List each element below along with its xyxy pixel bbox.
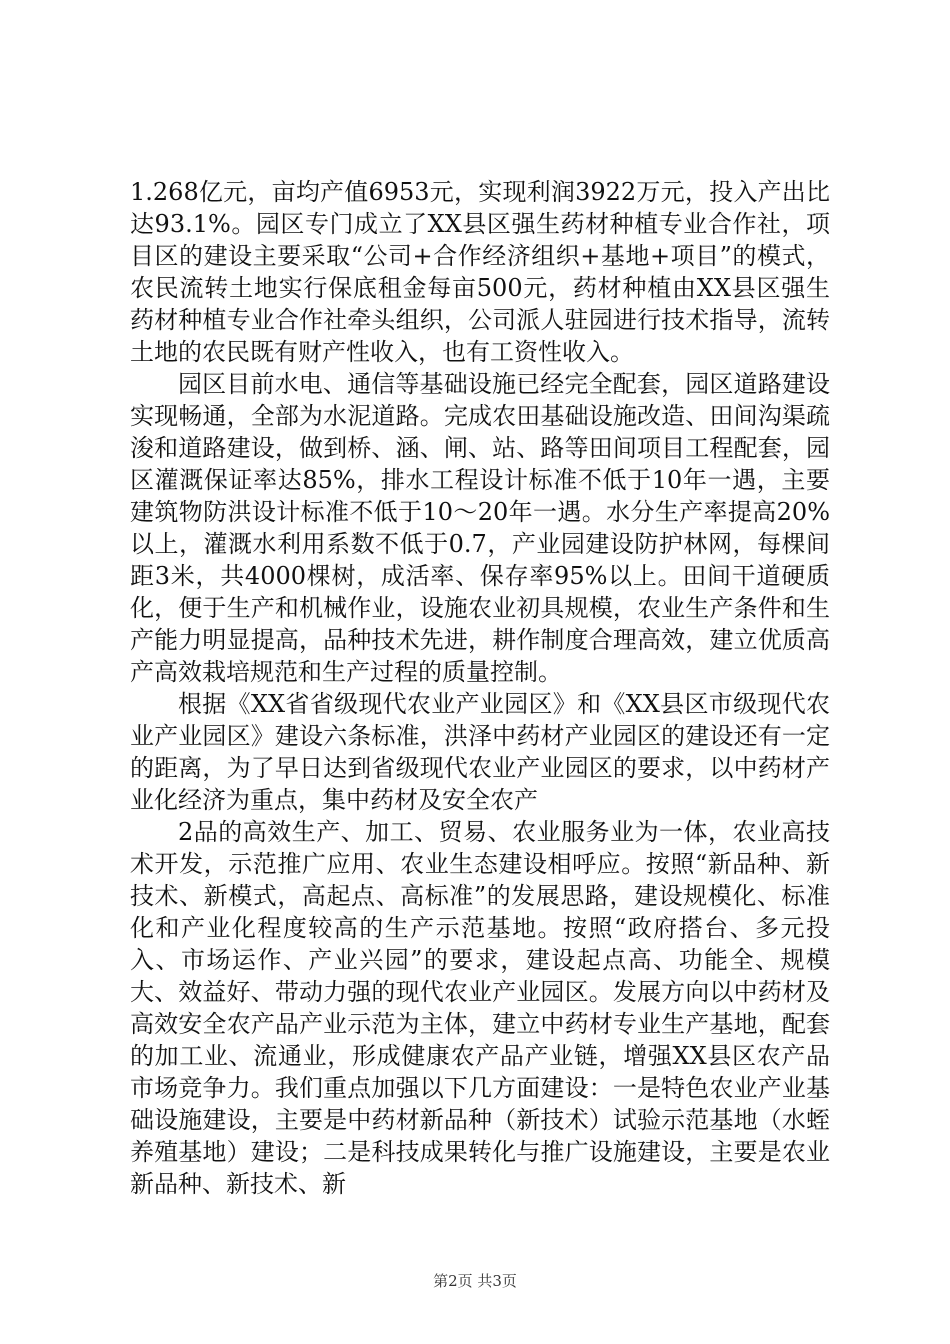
paragraph-development: 2品的高效生产、加工、贸易、农业服务业为一体，农业高技术开发，示范推广应用、农业生态建设相呼应。按照“新品种、新技术、新模式，高起点、高标准”的发展思路，建设规模化、标准化和产业化程度较高的生产示范基地。按照“政府搭台、多元投入、市场运作、产业兴园”的要求，建设起点高、功能全、规模大、效益好、带动力强的现代农业产业园区。发展方向以中药材及高效安全农产品产业示范为主体，建立中药材专业生产基地，配套的加工业、流通业，形成健康农产品产业链，增强XX县区农产品市场竞争力。我们重点加强以下几方面建设：一是特色农业产业基础设施建设，主要是中药材新品种（新技术）试验示范基地（水蛭养殖基地）建设；二是科技成果转化与推广设施建设，主要是农业新品种、新技术、新 (130, 818, 830, 1198)
paragraph-continued: 1.268亿元，亩均产值6953元，实现利润3922万元，投入产出比达93.1%。园区专门成立了XX县区强生药材种植专业合作社，项目区的建设主要采取“公司+合作经济组织+基地+项目”的模式，农民流转土地实行保底租金每亩500元，药材种植由XX县区强生药材种植专业合作社牵头组织，公司派人驻园进行技术指导，流转土地的农民既有财产性收入，也有工资性收入。 (130, 178, 830, 366)
page-footer: 第2页 共3页 (433, 1272, 517, 1290)
paragraph-infrastructure: 园区目前水电、通信等基础设施已经完全配套，园区道路建设实现畅通，全部为水泥道路。完成农田基础设施改造、田间沟渠疏浚和道路建设，做到桥、涵、闸、站、路等田间项目工程配套，园区灌溉保证率达85%，排水工程设计标准不低于10年一遇，主要建筑物防洪设计标准不低于10～20年一遇。水分生产率提高20%以上，灌溉水利用系数不低于0.7，产业园建设防护林网，每棵间距3米，共4000棵树，成活率、保存率95%以上。田间干道硬质化，便于生产和机械作业，设施农业初具规模，农业生产条件和生产能力明显提高，品种技术先进，耕作制度合理高效，建立优质高产高效栽培规范和生产过程的质量控制。 (130, 370, 830, 686)
paragraph-standards: 根据《XX省省级现代农业产业园区》和《XX县区市级现代农业产业园区》建设六条标准，洪泽中药材产业园区的建设还有一定的距离，为了早日达到省级现代农业产业园区的要求，以中药材产业化经济为重点，集中药材及安全农产 (130, 690, 830, 814)
document-body (130, 176, 830, 1200)
